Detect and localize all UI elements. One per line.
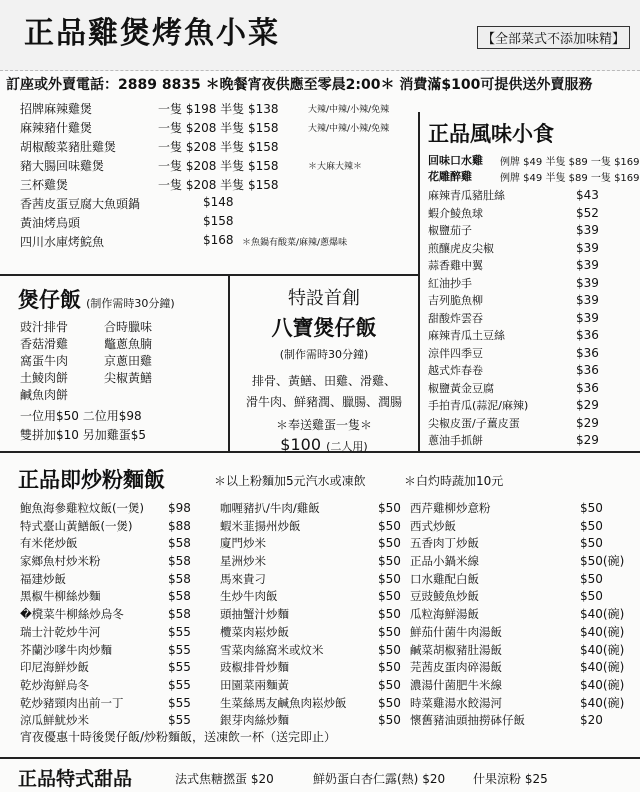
menu-item <box>220 518 405 536</box>
item-name: 馬來貴刁 <box>220 571 266 586</box>
menu-item <box>20 157 430 176</box>
claypot-item: 豉汁排骨 <box>20 320 69 334</box>
late-night-offer: 宵夜優惠十時後煲仔飯/炒粉麵飯，送凍飲一杯（送完即止） <box>20 730 337 744</box>
menu-item <box>428 275 628 293</box>
item-name: 麻辣青瓜豬肚絲 <box>428 189 505 202</box>
menu-item <box>428 310 628 328</box>
claypot-item: 尖椒黃鱔 <box>104 371 153 385</box>
menu-item <box>428 362 628 380</box>
claypot-price-2: 雙拼加$10 另加雞蛋$5 <box>20 428 146 442</box>
item-name: 招牌麻辣雞煲 <box>20 102 93 116</box>
item-name: 鮮奶蛋白杏仁露(熱) <box>313 772 419 786</box>
snacks-title: 正品風味小食 <box>428 122 554 146</box>
special-line-1: 特設首創 <box>288 288 360 309</box>
item-note: ＊魚鍋有酸菜/麻辣/蔥爆味 <box>242 238 348 248</box>
noodles-note-1: ＊以上粉麵加5元汽水或凍飲 <box>214 474 366 488</box>
menu-item <box>410 695 638 713</box>
claypot-item: 鹹魚肉餅 <box>20 388 69 402</box>
menu-item <box>220 659 405 677</box>
menu-item <box>220 500 405 518</box>
menu-item <box>20 677 200 695</box>
item-name: 芫茜皮蛋肉碎湯飯 <box>410 660 502 675</box>
claypot-note: (制作需時30分鐘) <box>86 297 175 310</box>
item-price: $158 <box>203 214 234 228</box>
item-price: $39 <box>576 240 599 255</box>
menu-item <box>220 677 405 695</box>
item-name: 星洲炒米 <box>220 554 266 569</box>
item-note: ＊大麻大辣＊ <box>308 162 363 172</box>
item-price: $39 <box>576 293 599 307</box>
menu-item <box>428 397 628 415</box>
menu-item <box>20 119 430 138</box>
item-price: $50 <box>378 660 401 675</box>
special-gift: ＊奉送雞蛋一隻＊ <box>275 418 372 432</box>
menu-item <box>20 695 200 713</box>
menu-item <box>220 553 405 571</box>
menu-item <box>220 642 405 660</box>
item-name: 福建炒飯 <box>20 571 66 586</box>
menu-item <box>428 240 628 258</box>
menu-item <box>410 642 638 660</box>
item-price: $40(碗) <box>580 624 625 639</box>
menu-item <box>428 432 628 450</box>
item-name: 頭抽蟹汁炒麵 <box>220 607 289 622</box>
item-price: $36 <box>576 380 599 395</box>
menu-item <box>428 222 628 240</box>
menu-item <box>410 535 638 553</box>
item-name: 乾炒海鮮烏冬 <box>20 677 89 692</box>
item-price: 一隻 $208 半隻 $158 <box>158 159 279 173</box>
item-price: $50 <box>378 624 401 639</box>
item-price: $98 <box>168 501 191 515</box>
divider <box>418 112 420 452</box>
item-price: $50 <box>378 642 401 657</box>
item-name: 家鄉魚村炒米粉 <box>20 554 101 569</box>
item-name: 蝦米韮揚州炒飯 <box>220 518 301 533</box>
item-price: $39 <box>576 275 599 290</box>
item-price: $40(碗) <box>580 607 625 622</box>
item-price: $40(碗) <box>580 677 625 692</box>
item-name: 四川水庫烤鯇魚 <box>20 235 105 249</box>
menu-item <box>20 500 200 518</box>
item-name: 時菜雞湯水餃湯河 <box>410 695 502 710</box>
item-price: 一隻 $198 半隻 $138 <box>158 102 279 116</box>
item-name: 蒜香雞中翼 <box>428 259 483 272</box>
item-price: $36 <box>576 345 599 360</box>
item-name: 五香肉丁炒飯 <box>410 536 479 551</box>
divider <box>0 757 640 759</box>
item-price: $29 <box>576 415 599 430</box>
item-price: 例牌 $49 半隻 $89 一隻 $169 <box>500 157 640 168</box>
menu-item <box>428 257 628 275</box>
item-name: 生炒牛肉飯 <box>220 589 278 604</box>
menu-item <box>20 233 430 252</box>
special-desc-2: 滑牛肉、鮮豬潤、臘腸、潤腸 <box>245 395 402 409</box>
item-name: 紅油抄手 <box>428 276 472 290</box>
divider <box>228 276 230 452</box>
item-price: $50 <box>580 589 603 604</box>
item-name: 懷舊豬油頭抽撈砵仔飯 <box>410 713 525 728</box>
menu-item <box>20 588 200 606</box>
item-price: 一隻 $208 半隻 $158 <box>158 178 279 192</box>
item-price: $58 <box>168 589 191 604</box>
item-price: $39 <box>576 258 599 272</box>
claypot-item: 京蔥田雞 <box>104 354 153 368</box>
item-price: 一隻 $208 半隻 $158 <box>158 121 279 135</box>
item-name: 口水雞配白飯 <box>410 571 479 586</box>
menu-item <box>428 152 638 168</box>
menu-item <box>410 712 638 730</box>
item-name: 豬大腸回味雞煲 <box>20 159 105 173</box>
item-price: $50 <box>378 554 401 569</box>
item-name: 廈門炒米 <box>220 536 266 551</box>
item-price: $20 <box>250 772 274 786</box>
item-price: $50 <box>378 607 401 622</box>
item-name: 瓜粒海鮮湯飯 <box>410 607 479 622</box>
claypot-price-1: 一位用$50 二位用$98 <box>20 409 142 423</box>
menu-item <box>410 518 638 536</box>
item-price: $50 <box>378 713 401 728</box>
item-name: �櫈菜牛柳絲炒烏冬 <box>20 607 124 622</box>
item-price: $50 <box>378 695 401 710</box>
noodles-title: 正品即炒粉麵飯 <box>18 468 165 492</box>
item-name: 什果涼粉 <box>473 772 522 786</box>
dessert-item <box>313 770 445 787</box>
dessert-item <box>175 770 274 787</box>
item-price: $168 <box>203 233 234 247</box>
item-name: 蔥油手抓餅 <box>428 434 483 447</box>
menu-item <box>20 624 200 642</box>
item-name: 椒鹽黃金豆腐 <box>428 381 494 395</box>
item-price: $50 <box>378 589 401 604</box>
item-name: 鮑魚海參雞粒炆飯(一煲) <box>20 501 144 515</box>
menu-item <box>220 535 405 553</box>
claypot-title: 煲仔飯 <box>18 288 81 312</box>
item-price: $55 <box>168 713 191 728</box>
item-name: 回味口水雞 <box>428 154 483 167</box>
item-price: $58 <box>168 607 191 622</box>
menu-item <box>428 380 628 398</box>
menu-item <box>20 176 430 195</box>
item-price: $55 <box>168 677 191 692</box>
item-name: 特式臺山黃鱔飯(一煲) <box>20 518 133 533</box>
item-name: 乾炒豬頸肉出前一丁 <box>20 695 124 710</box>
item-price: $50 <box>580 518 603 533</box>
item-name: 鹹菜胡椒豬肚湯飯 <box>410 642 502 657</box>
special-note: (制作需時30分鐘) <box>279 348 369 361</box>
claypot-item: 窩蛋牛肉 <box>20 354 69 368</box>
menu-item <box>220 624 405 642</box>
special-line-2: 八寶煲仔飯 <box>271 316 377 340</box>
item-price: $55 <box>168 660 191 675</box>
item-price: $29 <box>576 398 599 412</box>
item-price: $39 <box>576 310 599 325</box>
noodles-note-2: ＊白灼時蔬加10元 <box>404 474 504 488</box>
item-name: 印尼海鮮炒飯 <box>20 660 89 675</box>
item-name: 法式焦糖撚蛋 <box>175 772 248 786</box>
claypot-item: 香菇滑雞 <box>20 337 69 351</box>
no-msg-note: 【全部菜式不添加味精】 <box>477 26 630 49</box>
menu-item <box>428 168 638 184</box>
item-price: $55 <box>168 642 191 657</box>
item-name: 銀芽肉絲炒麵 <box>220 713 289 728</box>
menu-item <box>20 518 200 536</box>
item-price: $58 <box>168 571 191 586</box>
item-name: 濃湯什菌肥牛米線 <box>410 677 502 692</box>
item-name: 煎釀虎皮尖椒 <box>428 241 494 255</box>
item-name: 豆豉鯪魚炒飯 <box>410 589 479 604</box>
item-price: $52 <box>576 205 599 220</box>
item-price: 例牌 $49 半隻 $89 一隻 $169 <box>500 173 640 184</box>
menu-item <box>220 588 405 606</box>
claypot-item: 土鯪肉餅 <box>20 371 69 385</box>
item-price: $50 <box>580 501 603 515</box>
special-price: $100 <box>280 435 322 454</box>
menu-item <box>410 553 638 571</box>
item-price: $29 <box>576 433 599 447</box>
item-name: 三杯雞煲 <box>20 178 69 192</box>
divider <box>0 274 420 276</box>
item-note: 大辣/中辣/小辣/免辣 <box>308 124 390 134</box>
menu-item <box>20 214 430 233</box>
item-price: $50 <box>378 518 401 533</box>
item-price: $55 <box>168 695 191 710</box>
menu-item <box>428 415 628 433</box>
item-name: 生菜絲馬友鹹魚肉崧炒飯 <box>220 695 347 710</box>
item-name: 芥蘭沙嗲牛肉炒麵 <box>20 642 112 657</box>
item-price: $50 <box>580 571 603 586</box>
claypot-item: 鼈蔥魚腩 <box>104 337 153 351</box>
item-price: 一隻 $208 半隻 $158 <box>158 140 279 154</box>
item-name: 雪菜肉絲窩米或炆米 <box>220 642 324 657</box>
menu-item <box>410 606 638 624</box>
menu-item <box>410 571 638 589</box>
item-name: 涼伴四季豆 <box>428 346 483 360</box>
item-price: $40(碗) <box>580 695 625 710</box>
item-name: 田園菜兩麵黃 <box>220 677 289 692</box>
menu-item <box>220 571 405 589</box>
item-price: $148 <box>203 195 234 209</box>
claypot-header <box>18 284 175 314</box>
menu-item <box>428 327 628 345</box>
item-name: 瑞士汁乾炒牛河 <box>20 624 101 639</box>
item-name: 黑椒牛柳絲炒麵 <box>20 589 101 604</box>
item-name: 蝦介鯪魚球 <box>428 206 483 220</box>
menu-item <box>220 695 405 713</box>
menu-item <box>410 500 638 518</box>
menu-item <box>20 138 430 157</box>
item-name: 吉列脆魚柳 <box>428 294 483 307</box>
item-price: $25 <box>524 772 548 786</box>
item-price: $55 <box>168 624 191 639</box>
item-price: $20 <box>422 772 446 786</box>
dessert-item <box>473 770 548 787</box>
menu-item <box>20 606 200 624</box>
item-note: 大辣/中辣/小辣/免辣 <box>308 105 390 115</box>
menu-item <box>428 205 628 223</box>
item-name: 越式炸春卷 <box>428 364 483 377</box>
item-name: 麻辣青瓜土豆絲 <box>428 329 505 342</box>
item-name: 甜酸炸雲吞 <box>428 311 483 325</box>
menu-item <box>410 624 638 642</box>
item-price: $43 <box>576 188 599 202</box>
item-name: 咖喱豬扒/牛肉/雞飯 <box>220 501 320 515</box>
item-price: $58 <box>168 536 191 551</box>
menu-item <box>428 187 628 205</box>
item-price: $50 <box>580 536 603 551</box>
menu-item <box>20 642 200 660</box>
special-desc-1: 排骨、黃鱔、田雞、滑雞、 <box>251 374 396 388</box>
item-name: 西式炒飯 <box>410 518 456 533</box>
item-price: $40(碗) <box>580 660 625 675</box>
item-price: $39 <box>576 223 599 237</box>
item-name: 欖菜肉崧炒飯 <box>220 624 289 639</box>
noodles-column-2 <box>220 500 405 730</box>
special-claypot <box>232 284 416 454</box>
noodles-column-3 <box>410 500 638 730</box>
menu-item <box>428 345 628 363</box>
menu-item <box>20 100 430 119</box>
special-price-note: (二人用) <box>326 440 368 453</box>
menu-item <box>410 677 638 695</box>
item-name: 正品小鍋米線 <box>410 554 479 569</box>
item-price: $50(碗) <box>580 554 625 569</box>
item-name: 花雕醉雞 <box>428 170 472 183</box>
item-name: 有米佬炒飯 <box>20 536 78 551</box>
item-name: 尖椒皮蛋/子薑皮蛋 <box>428 416 520 430</box>
claypot-item: 合時臘味 <box>104 320 153 334</box>
menu-item <box>428 292 628 310</box>
noodles-column-1 <box>20 500 200 730</box>
item-price: $36 <box>576 328 599 342</box>
item-name: 手拍青瓜(蒜泥/麻辣) <box>428 399 529 412</box>
item-name: 麻辣豬什雞煲 <box>20 121 93 135</box>
item-price: $88 <box>168 518 191 533</box>
menu-title: 正品雞煲烤魚小菜 <box>24 16 280 51</box>
item-price: $20 <box>580 713 603 728</box>
item-price: $58 <box>168 554 191 569</box>
menu-item <box>20 571 200 589</box>
menu-item <box>410 659 638 677</box>
item-name: 鮮茄什菌牛肉湯飯 <box>410 624 502 639</box>
item-name: 西芹雞柳炒意粉 <box>410 501 491 515</box>
order-info-line: 訂座或外賣電話：2889 8835 ＊晚餐宵夜供應至零晨2:00＊ 消費滿$100可提供送外賣服務 <box>6 77 593 93</box>
item-price: $50 <box>378 536 401 551</box>
item-name: 胡椒酸菜豬肚雞煲 <box>20 140 117 154</box>
menu-item <box>20 195 430 214</box>
item-name: 香茜皮蛋豆腐大魚頭鍋 <box>20 197 141 211</box>
item-name: 椒鹽茄子 <box>428 224 472 237</box>
dessert-title: 正品特式甜品 <box>18 768 133 790</box>
menu-item <box>20 553 200 571</box>
item-price: $50 <box>378 677 401 692</box>
item-price: $50 <box>378 501 401 515</box>
menu-item <box>220 606 405 624</box>
item-name: 黃油烤烏頭 <box>20 216 81 230</box>
item-price: $40(碗) <box>580 642 625 657</box>
snacks-list <box>428 187 628 450</box>
item-name: 豉椒排骨炒麵 <box>220 660 289 675</box>
menu-item <box>20 659 200 677</box>
item-price: $50 <box>378 571 401 586</box>
item-name: 涼瓜鮮魷炒米 <box>20 713 89 728</box>
menu-item <box>20 535 200 553</box>
item-price: $36 <box>576 363 599 377</box>
menu-item <box>410 588 638 606</box>
